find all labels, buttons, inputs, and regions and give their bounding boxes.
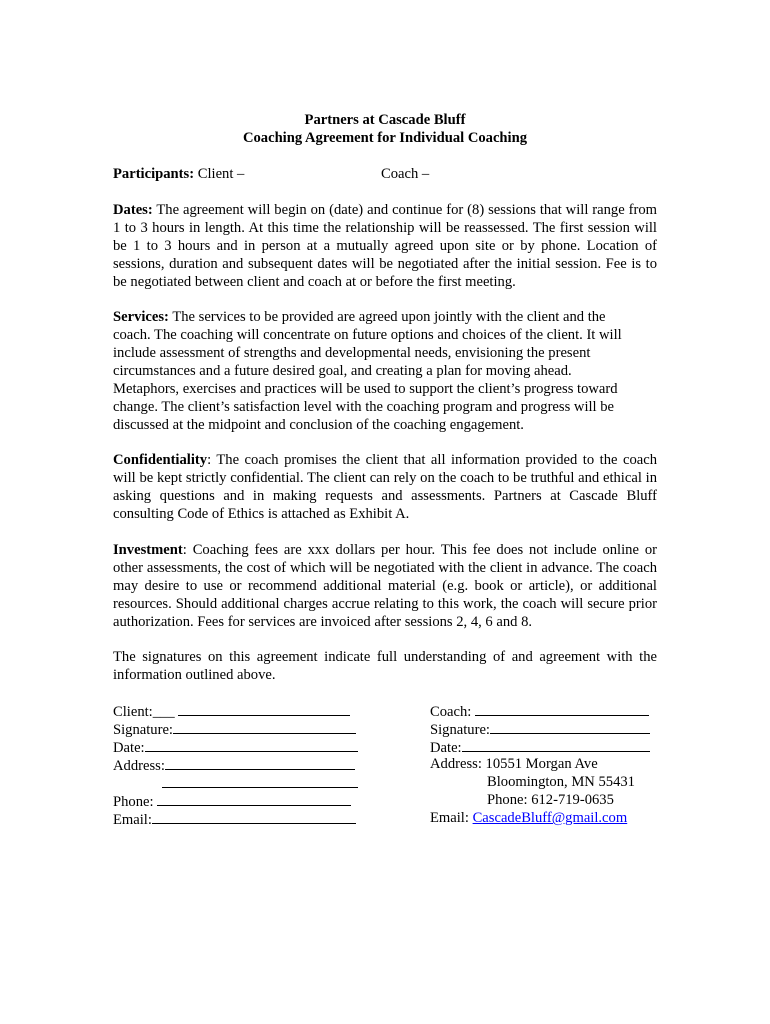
services-paragraph	[113, 308, 657, 434]
client-name-field[interactable]	[178, 701, 350, 716]
client-address-line-2	[162, 773, 358, 791]
services-line: include assessment of strengths and developmental needs, envisioning the present	[113, 345, 591, 361]
client-address-field-2[interactable]	[162, 773, 358, 788]
confidentiality-label: Confidentiality	[113, 452, 208, 468]
coach-phone-value: 612-719-0635	[531, 792, 614, 808]
client-prefix-blank: ___	[152, 704, 175, 720]
participants-client	[113, 165, 244, 183]
participants-label: Participants:	[113, 166, 195, 182]
coach-address-label: Address:	[430, 756, 482, 772]
client-date-label: Date:	[113, 740, 145, 756]
client-date-line	[113, 737, 358, 755]
coach-date-line	[430, 737, 650, 755]
coach-phone-line	[487, 791, 614, 809]
services-line: Metaphors, exercises and practices will be used to support the client’s progress toward	[113, 381, 618, 397]
services-line: discussed at the midpoint and conclusion of the coaching engagement.	[113, 417, 524, 433]
services-line-text: The services to be provided are agreed upon jointly with the client and the	[172, 309, 606, 325]
services-label: Services:	[113, 309, 169, 325]
participants-client-text: Client –	[197, 166, 245, 182]
coach-date-field[interactable]	[462, 737, 650, 752]
investment-text: : Coaching fees are xxx dollars per hour. This fee does not include online or other assessments, the cost of which will be negotiated with the client in advance. The coach may desire to use or recommend additional material (e.g. book or article), or additional resources. Should additional charges accrue relating to this work, the coach will secure prior authorization. Fees for services are invoiced after sessions 2, 4, 6 and 8.	[113, 542, 657, 630]
participants-line	[113, 165, 657, 183]
coach-name-line	[430, 701, 649, 719]
client-date-field[interactable]	[145, 737, 358, 752]
coach-signature-line	[430, 719, 650, 737]
client-label: Client:	[113, 704, 153, 720]
services-line: circumstances and a future desired goal, and creating a plan for moving ahead.	[113, 363, 572, 379]
coach-signature-label: Signature:	[430, 722, 490, 738]
confidentiality-text: : The coach promises the client that all information provided to the coach will be kept strictly confidential. The client can rely on the coach to be truthful and ethical in asking questions and in making requests and assessments. Partners at Cascade Bluff consulting Code of Ethics is attached as Exhibit A.	[113, 452, 657, 522]
coach-name-field[interactable]	[475, 701, 649, 716]
client-email-label: Email:	[113, 812, 152, 828]
coach-address-line	[430, 755, 598, 773]
services-line	[113, 308, 657, 326]
document-title-organization: Partners at Cascade Bluff	[304, 112, 466, 128]
client-email-field[interactable]	[152, 809, 356, 824]
dates-label: Dates:	[113, 202, 153, 218]
document-title-agreement: Coaching Agreement for Individual Coaching	[242, 130, 528, 146]
services-line: change. The client’s satisfaction level with the coaching program and progress will be	[113, 399, 615, 415]
coach-email-label: Email:	[430, 810, 469, 826]
client-address-line	[113, 755, 355, 773]
coach-label: Coach:	[430, 704, 472, 720]
coach-date-label: Date:	[430, 740, 462, 756]
investment-label: Investment	[113, 542, 183, 558]
coach-phone-label: Phone:	[487, 792, 528, 808]
coach-signature-field[interactable]	[490, 719, 650, 734]
client-signature-label: Signature:	[113, 722, 173, 738]
participants-coach: Coach –	[381, 166, 430, 182]
coach-email-link[interactable]: CascadeBluff@gmail.com	[472, 810, 628, 826]
client-phone-field[interactable]	[157, 791, 351, 806]
investment-paragraph	[113, 541, 657, 631]
dates-text: The agreement will begin on (date) and continue for (8) sessions that will range from 1 to 3 hours in length. At this time the relationship will be reassessed. The first session will be 1 to 3 hours and in person at a mutually agreed upon site or by phone. Location of sessions, duration and subsequent dates will be negotiated after the initial session. Fee is to be negotiated between client and coach at or before the first meeting.	[113, 202, 657, 290]
client-phone-line	[113, 791, 351, 809]
coach-address-line1: 10551 Morgan Ave	[485, 756, 598, 772]
client-name-line	[113, 701, 350, 719]
dates-paragraph	[113, 201, 657, 291]
coach-address-line-2: Bloomington, MN 55431	[487, 774, 635, 790]
client-email-line	[113, 809, 356, 827]
services-line: coach. The coaching will concentrate on future options and choices of the client. It will	[113, 327, 622, 343]
client-signature-field[interactable]	[173, 719, 356, 734]
client-address-label: Address:	[113, 758, 165, 774]
client-phone-label: Phone:	[113, 794, 154, 810]
signatures-note: The signatures on this agreement indicate full understanding of and agreement with the information outlined above.	[113, 649, 657, 683]
client-signature-line	[113, 719, 356, 737]
coach-email-line	[430, 809, 627, 827]
confidentiality-paragraph	[113, 451, 657, 523]
client-address-field[interactable]	[165, 755, 355, 770]
